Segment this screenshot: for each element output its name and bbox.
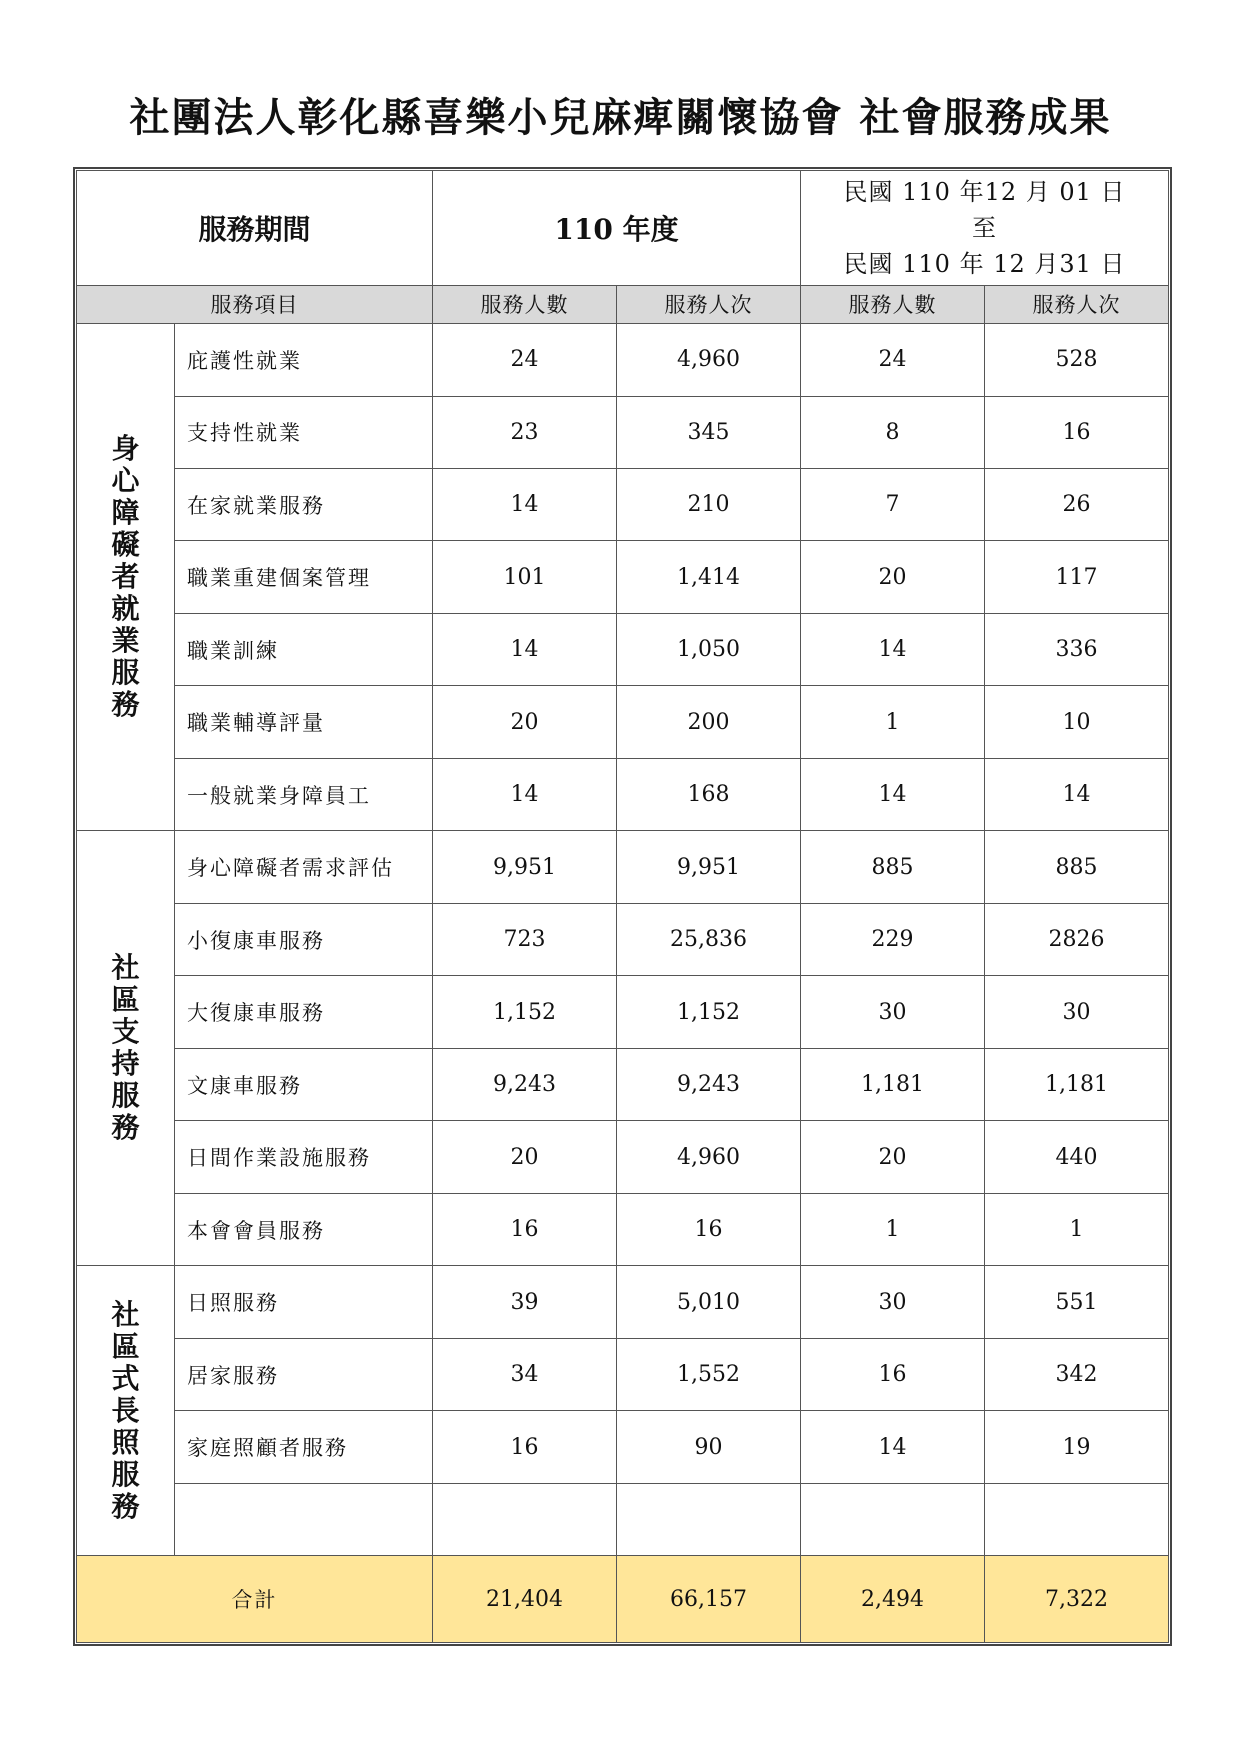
service-item: 職業輔導評量 xyxy=(175,686,433,758)
cell-year-visits: 168 xyxy=(617,758,801,830)
column-header-row xyxy=(77,285,1169,323)
table-row xyxy=(77,396,1169,468)
col-month-visits: 服務人次 xyxy=(985,285,1169,323)
service-item: 支持性就業 xyxy=(175,396,433,468)
cell-month-visits: 528 xyxy=(985,324,1169,396)
cell-year-visits: 1,414 xyxy=(617,541,801,613)
table-row xyxy=(77,1411,1169,1483)
service-item: 在家就業服務 xyxy=(175,468,433,540)
table-row xyxy=(77,468,1169,540)
cell-year-people: 14 xyxy=(433,758,617,830)
cell-year-people: 16 xyxy=(433,1193,617,1265)
cell-year-visits: 4,960 xyxy=(617,324,801,396)
service-item: 庇護性就業 xyxy=(175,324,433,396)
service-item: 職業訓練 xyxy=(175,613,433,685)
cell-month-people: 7 xyxy=(801,468,985,540)
cell-year-visits: 16 xyxy=(617,1193,801,1265)
section-name-text: 身心障礙者就業服務 xyxy=(111,432,140,722)
cell-month-visits: 440 xyxy=(985,1121,1169,1193)
cell-year-visits: 210 xyxy=(617,468,801,540)
cell-year-people: 9,243 xyxy=(433,1048,617,1120)
cell-month-people: 229 xyxy=(801,903,985,975)
period-label: 服務期間 xyxy=(77,171,433,286)
cell-month-people xyxy=(801,1483,985,1555)
cell-year-people: 24 xyxy=(433,324,617,396)
cell-month-people: 30 xyxy=(801,1266,985,1338)
total-month-people: 2,494 xyxy=(801,1556,985,1643)
cell-month-people: 14 xyxy=(801,758,985,830)
service-item: 大復康車服務 xyxy=(175,976,433,1048)
service-item: 本會會員服務 xyxy=(175,1193,433,1265)
period-to: 民國 110 年 12 月31 日 xyxy=(843,249,1126,278)
cell-month-people: 14 xyxy=(801,1411,985,1483)
cell-month-visits: 16 xyxy=(985,396,1169,468)
cell-month-people: 1 xyxy=(801,1193,985,1265)
table-row xyxy=(77,1483,1169,1555)
table-row xyxy=(77,1266,1169,1338)
col-month-people: 服務人數 xyxy=(801,285,985,323)
period-to-word: 至 xyxy=(972,213,998,242)
cell-month-visits: 26 xyxy=(985,468,1169,540)
cell-month-visits: 10 xyxy=(985,686,1169,758)
total-year-visits: 66,157 xyxy=(617,1556,801,1643)
table-row xyxy=(77,1193,1169,1265)
cell-year-people: 34 xyxy=(433,1338,617,1410)
section-name xyxy=(77,831,175,1266)
cell-month-people: 20 xyxy=(801,1121,985,1193)
cell-month-visits: 885 xyxy=(985,831,1169,903)
table-row xyxy=(77,758,1169,830)
cell-month-visits: 2826 xyxy=(985,903,1169,975)
cell-year-visits: 90 xyxy=(617,1411,801,1483)
service-item: 家庭照顧者服務 xyxy=(175,1411,433,1483)
total-year-people: 21,404 xyxy=(433,1556,617,1643)
year-label: 110 年度 xyxy=(433,171,801,286)
cell-year-visits: 4,960 xyxy=(617,1121,801,1193)
cell-year-visits: 1,050 xyxy=(617,613,801,685)
cell-year-people: 20 xyxy=(433,686,617,758)
col-year-visits: 服務人次 xyxy=(617,285,801,323)
cell-month-people: 1 xyxy=(801,686,985,758)
cell-year-people: 14 xyxy=(433,468,617,540)
page-title: 社團法人彰化縣喜樂小兒麻痺關懷協會 社會服務成果 xyxy=(129,94,1112,141)
service-item: 日間作業設施服務 xyxy=(175,1121,433,1193)
cell-month-people: 14 xyxy=(801,613,985,685)
service-item: 居家服務 xyxy=(175,1338,433,1410)
table-row xyxy=(77,903,1169,975)
period-from: 民國 110 年12 月 01 日 xyxy=(843,177,1126,206)
cell-year-visits: 9,951 xyxy=(617,831,801,903)
cell-month-visits: 551 xyxy=(985,1266,1169,1338)
cell-year-people: 9,951 xyxy=(433,831,617,903)
cell-year-visits: 25,836 xyxy=(617,903,801,975)
section-name-text: 社區式長照服務 xyxy=(111,1297,140,1523)
service-item xyxy=(175,1483,433,1555)
header-row xyxy=(77,171,1169,286)
cell-month-visits: 1 xyxy=(985,1193,1169,1265)
cell-month-people: 24 xyxy=(801,324,985,396)
cell-year-visits: 1,152 xyxy=(617,976,801,1048)
cell-month-visits xyxy=(985,1483,1169,1555)
service-item: 職業重建個案管理 xyxy=(175,541,433,613)
cell-month-visits: 117 xyxy=(985,541,1169,613)
table-row xyxy=(77,541,1169,613)
service-item: 身心障礙者需求評估 xyxy=(175,831,433,903)
total-month-visits: 7,322 xyxy=(985,1556,1169,1643)
cell-year-people: 101 xyxy=(433,541,617,613)
cell-year-people: 14 xyxy=(433,613,617,685)
cell-year-visits: 1,552 xyxy=(617,1338,801,1410)
service-item: 日照服務 xyxy=(175,1266,433,1338)
cell-month-people: 30 xyxy=(801,976,985,1048)
col-year-people: 服務人數 xyxy=(433,285,617,323)
cell-year-people: 23 xyxy=(433,396,617,468)
table-row xyxy=(77,613,1169,685)
month-period xyxy=(801,171,1169,286)
cell-year-people: 723 xyxy=(433,903,617,975)
total-label: 合計 xyxy=(77,1556,433,1643)
cell-month-visits: 1,181 xyxy=(985,1048,1169,1120)
cell-month-people: 8 xyxy=(801,396,985,468)
table-row xyxy=(77,1121,1169,1193)
cell-year-visits: 200 xyxy=(617,686,801,758)
cell-month-people: 1,181 xyxy=(801,1048,985,1120)
cell-month-visits: 19 xyxy=(985,1411,1169,1483)
cell-year-people: 39 xyxy=(433,1266,617,1338)
table-row xyxy=(77,831,1169,903)
cell-year-visits: 345 xyxy=(617,396,801,468)
cell-year-people: 16 xyxy=(433,1411,617,1483)
section-name xyxy=(77,324,175,831)
table-row xyxy=(77,686,1169,758)
cell-year-people xyxy=(433,1483,617,1555)
total-row xyxy=(77,1556,1169,1643)
cell-month-visits: 342 xyxy=(985,1338,1169,1410)
service-results-table xyxy=(76,170,1169,1643)
cell-month-people: 885 xyxy=(801,831,985,903)
cell-year-visits xyxy=(617,1483,801,1555)
cell-year-people: 1,152 xyxy=(433,976,617,1048)
service-item: 文康車服務 xyxy=(175,1048,433,1120)
table-row xyxy=(77,324,1169,396)
cell-month-visits: 14 xyxy=(985,758,1169,830)
table-row xyxy=(77,1338,1169,1410)
cell-month-people: 16 xyxy=(801,1338,985,1410)
table-row xyxy=(77,976,1169,1048)
cell-year-visits: 9,243 xyxy=(617,1048,801,1120)
section-name xyxy=(77,1266,175,1556)
service-item: 小復康車服務 xyxy=(175,903,433,975)
cell-month-people: 20 xyxy=(801,541,985,613)
cell-year-people: 20 xyxy=(433,1121,617,1193)
col-item: 服務項目 xyxy=(77,285,433,323)
cell-month-visits: 30 xyxy=(985,976,1169,1048)
cell-year-visits: 5,010 xyxy=(617,1266,801,1338)
service-item: 一般就業身障員工 xyxy=(175,758,433,830)
section-name-text: 社區支持服務 xyxy=(111,951,140,1145)
cell-month-visits: 336 xyxy=(985,613,1169,685)
table-row xyxy=(77,1048,1169,1120)
